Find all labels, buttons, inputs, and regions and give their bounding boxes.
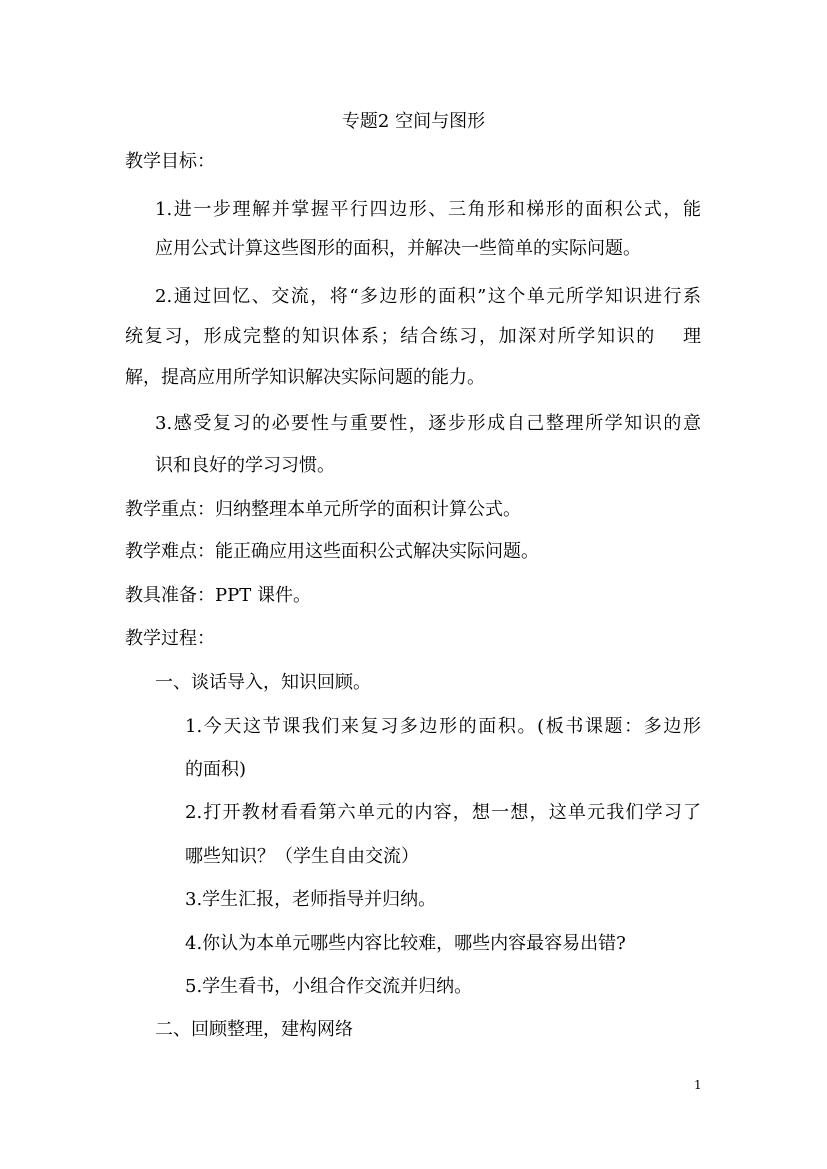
- step-3: 3.学生汇报，老师指导并归纳。: [185, 889, 437, 910]
- process-heading: 教学过程：: [125, 628, 215, 649]
- page-number: 1: [694, 1078, 702, 1092]
- step-2-line-2: 哪些知识？（学生自由交流）: [185, 846, 419, 867]
- objective-3-line-1: 3.感受复习的必要性与重要性，逐步形成自己整理所学知识的意: [155, 413, 701, 434]
- step-1-line-2: 的面积): [185, 759, 247, 780]
- objective-3-line-2: 识和良好的学习习惯。: [155, 455, 335, 476]
- step-2-line-1: 2.打开教材看看第六单元的内容，想一想，这单元我们学习了: [185, 802, 701, 823]
- objectives-heading: 教学目标：: [125, 151, 215, 172]
- materials: 教具准备：PPT 课件。: [125, 585, 311, 606]
- objective-2-line-1: 2.通过回忆、交流，将“多边形的面积”这个单元所学知识进行系: [155, 286, 701, 307]
- objective-2-line-2: 统复习，形成完整的知识体系；结合练习，加深对所学知识的 理: [125, 326, 701, 347]
- objective-2-line-3: 解，提高应用所学知识解决实际问题的能力。: [125, 367, 485, 388]
- difficulty: 教学难点：能正确应用这些面积公式解决实际问题。: [125, 541, 539, 562]
- objective-1-line-2: 应用公式计算这些图形的面积，并解决一些简单的实际问题。: [155, 238, 641, 259]
- page-title: 专题2 空间与图形: [341, 111, 486, 132]
- section-2-heading: 二、回顾整理，建构网络: [155, 1019, 353, 1040]
- key-point: 教学重点：归纳整理本单元所学的面积计算公式。: [125, 499, 521, 520]
- step-4: 4.你认为本单元哪些内容比较难，哪些内容最容易出错?: [185, 933, 626, 954]
- section-1-heading: 一、谈话导入，知识回顾。: [155, 672, 371, 693]
- step-5: 5.学生看书，小组合作交流并归纳。: [185, 976, 473, 997]
- step-1-line-1: 1.今天这节课我们来复习多边形的面积。(板书课题：多边形: [185, 716, 701, 737]
- objective-1-line-1: 1.进一步理解并掌握平行四边形、三角形和梯形的面积公式，能: [155, 199, 701, 220]
